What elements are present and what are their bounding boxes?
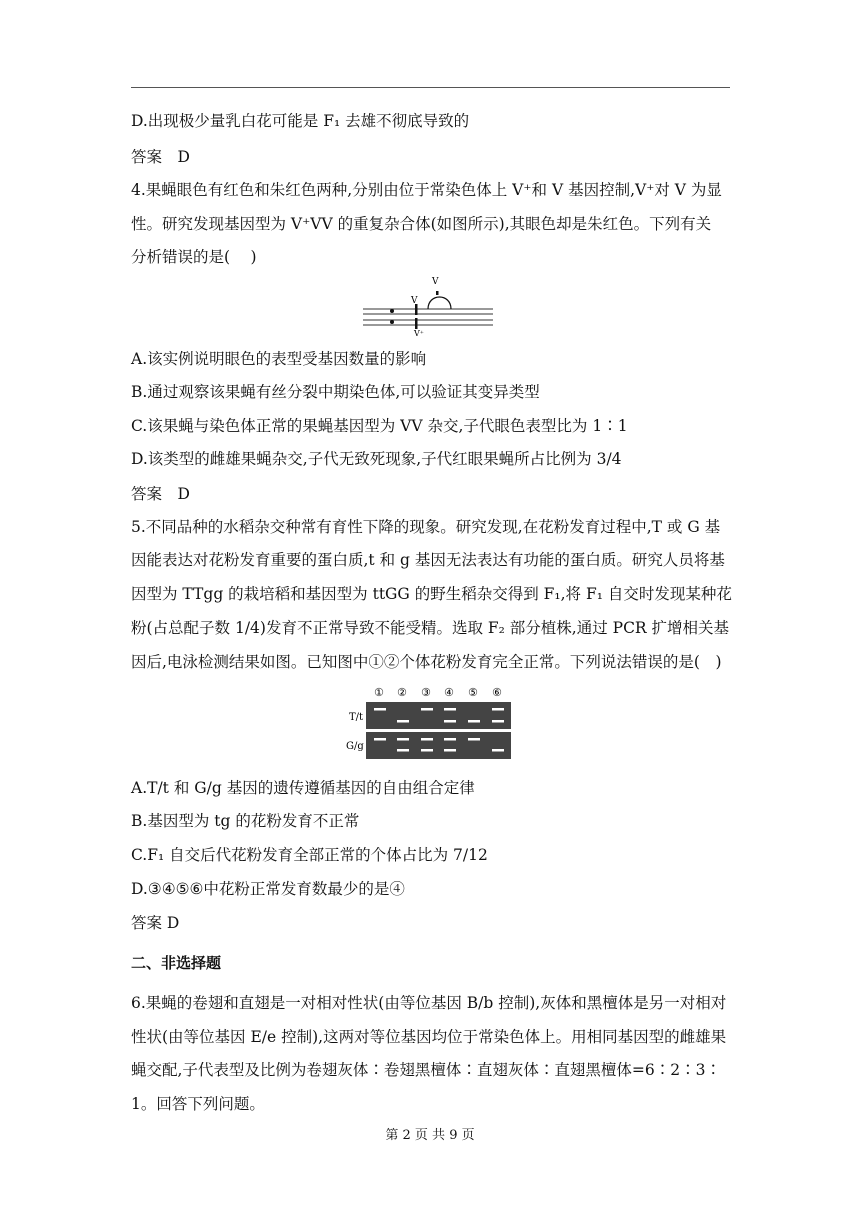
question-6-line1: 6.果蝇的卷翅和直翅是一对相对性状(由等位基因 B/b 控制),灰体和黑檀体是另一对相对 [131, 994, 727, 1012]
header-rule [131, 87, 730, 88]
centromere-upper [390, 309, 394, 313]
lane-label-6: ⑥ [492, 686, 502, 699]
lane-label-4: ④ [444, 686, 454, 699]
option-c-q4: C.该果蝇与染色体正常的果蝇基因型为 VV 杂交,子代眼色表型比为 1∶1 [131, 417, 628, 435]
band-gg-lane2-upper [397, 738, 409, 741]
band-gg-lane3-lower [421, 749, 433, 752]
question-6-line4: 1。回答下列问题。 [131, 1095, 265, 1113]
band-gg-lane6-lower [492, 749, 504, 752]
band-tt-lane4-lower [444, 720, 456, 723]
question-4-line2: 性。研究发现基因型为 V⁺VV 的重复杂合体(如图所示),其眼色却是朱红色。下列有关 [131, 215, 712, 233]
band-tt-lane2-lower [397, 720, 409, 723]
label-v: V [411, 296, 418, 306]
band-gg-lane1-upper [374, 738, 386, 741]
loop-locus-mark [436, 291, 439, 295]
band-gg-lane5-upper [468, 738, 480, 741]
gel-tt [366, 702, 511, 729]
chromosome-figure [363, 275, 503, 337]
band-tt-lane3-upper [421, 708, 433, 711]
row-label-tt: T/t [349, 712, 364, 723]
question-5-line2: 因能表达对花粉发育重要的蛋白质,t 和 g 基因无法表达有功能的蛋白质。研究人员将基 [131, 551, 725, 569]
section-heading: 二、非选择题 [131, 954, 222, 972]
label-loop-v: V [432, 277, 439, 287]
option-d-q5: D.③④⑤⑥中花粉正常发育数最少的是④ [131, 880, 405, 898]
gel-gg [366, 732, 511, 759]
vplus-locus-mark [415, 318, 418, 329]
row-label-gg: G/g [346, 741, 364, 752]
duplication-loop [428, 297, 451, 309]
band-tt-lane5-lower [468, 720, 480, 723]
band-tt-lane6-upper [492, 708, 504, 711]
lane-labels [374, 686, 502, 699]
band-tt-lane6-lower [492, 720, 504, 723]
option-b-q4: B.通过观察该果蝇有丝分裂中期染色体,可以验证其变异类型 [131, 383, 540, 401]
option-d-q4: D.该类型的雌雄果蝇杂交,子代无致死现象,子代红眼果蝇所占比例为 3/4 [131, 450, 622, 468]
centromere-lower [390, 320, 394, 324]
band-gg-lane2-lower [397, 749, 409, 752]
band-gg-lane4-upper [444, 738, 456, 741]
option-a-q4: A.该实例说明眼色的表型受基因数量的影响 [131, 350, 427, 368]
question-4-line3: 分析错误的是( ) [131, 248, 257, 266]
option-d-q3: D.出现极少量乳白花可能是 F₁ 去雄不彻底导致的 [131, 112, 470, 130]
question-6-line2: 性状(由等位基因 E/e 控制),这两对等位基因均位于常染色体上。用相同基因型的雌雄果 [131, 1028, 727, 1046]
option-b-q5: B.基因型为 tg 的花粉发育不正常 [131, 812, 360, 830]
page-footer: 第 2 页 共 9 页 [385, 1128, 475, 1143]
option-a-q5: A.T/t 和 G/g 基因的遗传遵循基因的自由组合定律 [131, 779, 475, 797]
answer-q3: 答案 D [131, 148, 190, 166]
band-tt-lane1-upper [374, 708, 386, 711]
answer-q5: 答案 D [131, 914, 180, 932]
label-vplus: V⁺ [414, 329, 424, 337]
answer-q4: 答案 D [131, 485, 190, 503]
question-5-line5: 因后,电泳检测结果如图。已知图中①②个体花粉发育完全正常。下列说法错误的是( ) [131, 653, 722, 671]
lane-label-2: ② [397, 686, 407, 699]
question-5-line3: 因型为 TTgg 的栽培稻和基因型为 ttGG 的野生稻杂交得到 F₁,将 F₁ 自交时发现某种花 [131, 585, 732, 603]
lane-label-5: ⑤ [468, 686, 478, 699]
option-c-q5: C.F₁ 自交后代花粉发育全部正常的个体占比为 7/12 [131, 846, 488, 864]
question-5-line4: 粉(占总配子数 1/4)发育不正常导致不能受精。选取 F₂ 部分植株,通过 PCR 扩增相关基 [131, 619, 730, 637]
question-5-line1: 5.不同品种的水稻杂交种常有育性下降的现象。研究发现,在花粉发育过程中,T 或 G 基 [131, 518, 721, 536]
question-6-line3: 蝇交配,子代表型及比例为卷翅灰体∶卷翅黑檀体∶直翅灰体∶直翅黑檀体=6∶2∶3∶ [131, 1061, 722, 1079]
electrophoresis-figure [344, 685, 514, 763]
band-gg-lane3-upper [421, 738, 433, 741]
band-tt-lane4-upper [444, 708, 456, 711]
question-4-line1: 4.果蝇眼色有红色和朱红色两种,分别由位于常染色体上 V⁺和 V 基因控制,V⁺对 V 为显 [131, 181, 722, 199]
lane-label-1: ① [374, 686, 384, 699]
lane-label-3: ③ [421, 686, 431, 699]
band-gg-lane4-lower [444, 749, 456, 752]
